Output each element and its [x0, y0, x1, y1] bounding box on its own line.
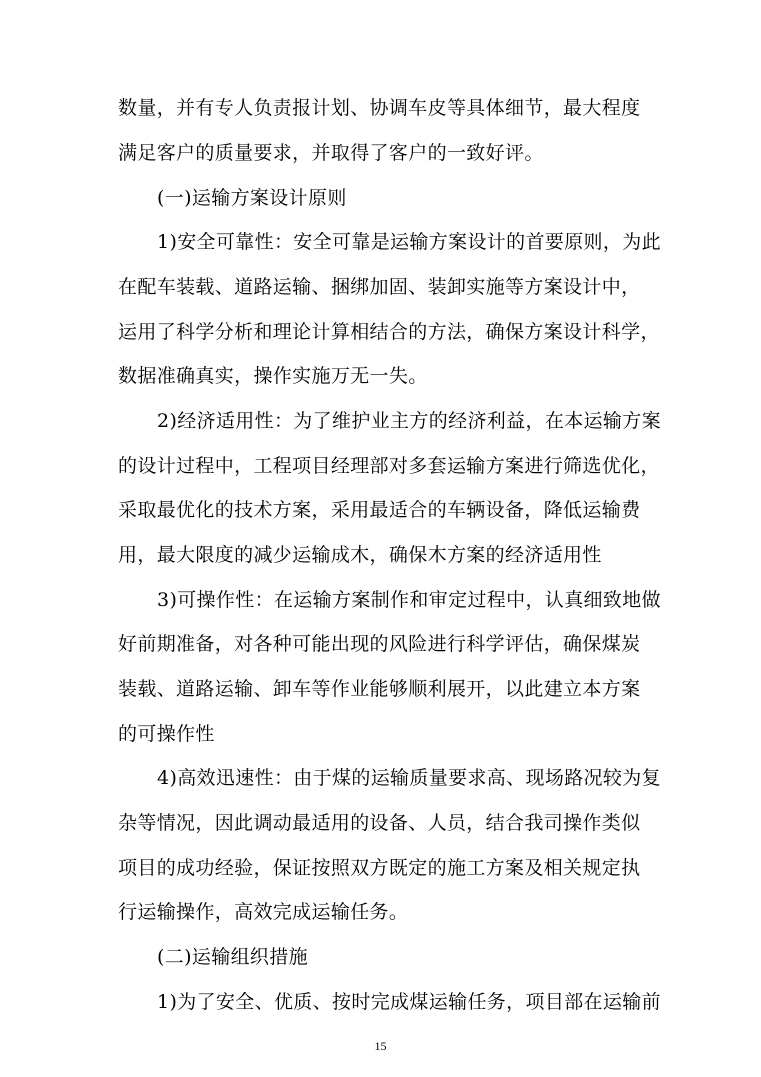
text-line: 在配车装载、道路运输、捆绑加固、装卸实施等方案设计中， — [118, 276, 641, 298]
text-line: 的设计过程中，工程项目经理部对多套运输方案进行筛选优化， — [118, 455, 660, 477]
text-line: 1)安全可靠性：安全可靠是运输方案设计的首要原则，为此 — [157, 231, 661, 253]
text-line: 满足客户的质量要求，并取得了客户的一致好评。 — [118, 142, 544, 164]
text-line: 4)高效迅速性：由于煤的运输质量要求高、现场路况较为复 — [157, 767, 661, 789]
text-line: 的可操作性 — [118, 723, 215, 745]
text-line: 好前期准备，对各种可能出现的风险进行科学评估，确保煤炭 — [118, 633, 641, 655]
text-line: 数量，并有专人负责报计划、协调车皮等具体细节，最大程度 — [118, 97, 641, 119]
text-line: 数据准确真实，操作实施万无一失。 — [118, 365, 428, 387]
section-heading: (二)运输组织措施 — [157, 946, 308, 968]
text-line: 杂等情况，因此调动最适用的设备、人员，结合我司操作类似 — [118, 812, 641, 834]
page-number: 15 — [374, 1039, 387, 1053]
text-line: 装载、道路运输、卸车等作业能够顺利展开，以此建立本方案 — [118, 678, 641, 700]
text-line: 3)可操作性：在运输方案制作和审定过程中，认真细致地做 — [157, 589, 661, 611]
text-line: 1)为了安全、优质、按时完成煤运输任务，项目部在运输前 — [157, 991, 661, 1013]
text-line: 行运输操作，高效完成运输任务。 — [118, 901, 409, 923]
text-line: 项目的成功经验，保证按照双方既定的施工方案及相关规定执 — [118, 857, 641, 879]
text-line: 2)经济适用性：为了维护业主方的经济利益，在本运输方案 — [157, 410, 661, 432]
text-line: 用，最大限度的减少运输成木，确保木方案的经济适用性 — [118, 544, 602, 566]
text-line: 采取最优化的技术方案，采用最适合的车辆设备，降低运输费 — [118, 499, 641, 521]
section-heading: (一)运输方案设计原则 — [157, 187, 347, 209]
text-line: 运用了科学分析和理论计算相结合的方法，确保方案设计科学， — [118, 321, 660, 343]
